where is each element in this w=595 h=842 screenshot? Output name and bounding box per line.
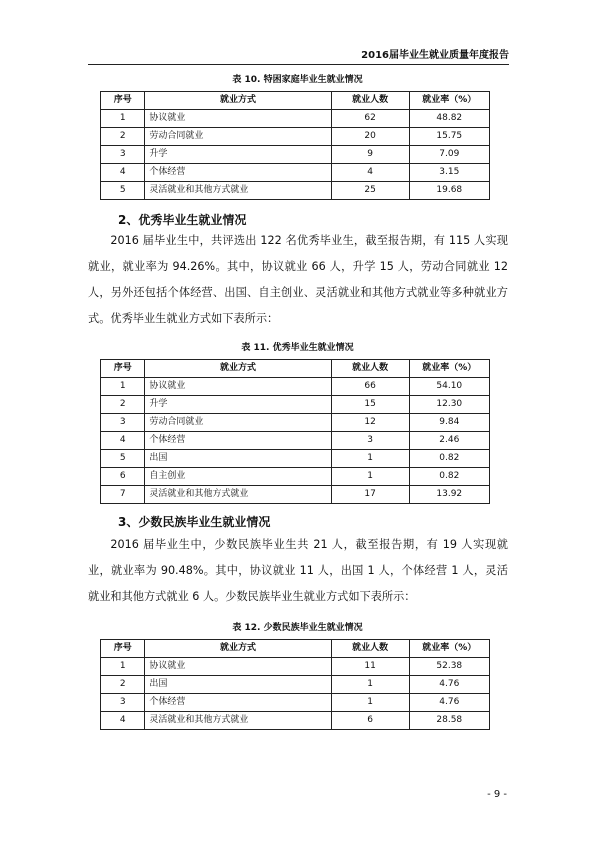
cell-rate: 13.92 <box>409 486 489 504</box>
cell-count: 1 <box>331 450 409 468</box>
table-row <box>101 432 490 450</box>
cell-rate: 12.30 <box>409 396 489 414</box>
cell-count: 25 <box>331 182 409 200</box>
cell-no: 7 <box>101 486 145 504</box>
table-caption: 表 11. 优秀毕业生就业情况 <box>241 343 354 353</box>
employment-table <box>100 639 490 730</box>
cell-no: 5 <box>101 450 145 468</box>
column-header: 就业方式 <box>145 92 331 110</box>
cell-count: 66 <box>331 378 409 396</box>
cell-no: 3 <box>101 146 145 164</box>
column-header: 就业人数 <box>331 360 409 378</box>
cell-count: 12 <box>331 414 409 432</box>
column-header: 就业率（%） <box>409 92 489 110</box>
cell-rate: 3.15 <box>409 164 489 182</box>
column-header: 序号 <box>101 640 145 658</box>
table-row <box>101 486 490 504</box>
cell-rate: 4.76 <box>409 694 489 712</box>
cell-count: 11 <box>331 658 409 676</box>
cell-count: 1 <box>331 676 409 694</box>
section-title: 3、少数民族毕业生就业情况 <box>118 515 271 529</box>
cell-method: 个体经营 <box>145 694 331 712</box>
cell-rate: 48.82 <box>409 110 489 128</box>
table-row <box>101 396 490 414</box>
page-header <box>88 46 509 65</box>
cell-method: 个体经营 <box>145 432 331 450</box>
cell-no: 5 <box>101 182 145 200</box>
section-paragraph: 2016 届毕业生中，共评选出 122 名优秀毕业生，截至报告期，有 115 人实现就业，就业率为 94.26%。其中，协议就业 66 人，升学 15 人，劳动合同就业 12 人，另外还包括个体经营、出国、自主创业、灵活就业和其他方式就业等多种就业方式。优秀毕业生就业方式如下表所示： <box>88 234 508 325</box>
cell-rate: 4.76 <box>409 676 489 694</box>
table-row <box>101 146 490 164</box>
table-row <box>101 164 490 182</box>
cell-method: 劳动合同就业 <box>145 128 331 146</box>
cell-no: 1 <box>101 658 145 676</box>
cell-no: 2 <box>101 676 145 694</box>
cell-no: 2 <box>101 128 145 146</box>
cell-method: 灵活就业和其他方式就业 <box>145 182 331 200</box>
cell-method: 升学 <box>145 146 331 164</box>
cell-method: 灵活就业和其他方式就业 <box>145 712 331 730</box>
cell-rate: 28.58 <box>409 712 489 730</box>
cell-no: 1 <box>101 110 145 128</box>
section-paragraph: 2016 届毕业生中，少数民族毕业生共 21 人，截至报告期，有 19 人实现就业，就业率为 90.48%。其中，协议就业 11 人，出国 1 人，个体经营 1 人，灵活就业和其他方式就业 6 人。少数民族毕业生就业方式如下表所示： <box>88 538 508 603</box>
cell-no: 4 <box>101 432 145 450</box>
cell-no: 6 <box>101 468 145 486</box>
cell-no: 4 <box>101 164 145 182</box>
cell-count: 1 <box>331 694 409 712</box>
cell-rate: 0.82 <box>409 468 489 486</box>
employment-table <box>100 359 490 504</box>
page-number: - 9 - <box>487 789 507 800</box>
cell-count: 4 <box>331 164 409 182</box>
table-row <box>101 676 490 694</box>
cell-count: 6 <box>331 712 409 730</box>
column-header: 就业率（%） <box>409 360 489 378</box>
section-title: 2、优秀毕业生就业情况 <box>118 213 247 227</box>
cell-method: 灵活就业和其他方式就业 <box>145 486 331 504</box>
cell-no: 3 <box>101 694 145 712</box>
cell-method: 出国 <box>145 676 331 694</box>
cell-no: 3 <box>101 414 145 432</box>
cell-method: 出国 <box>145 450 331 468</box>
table-row <box>101 712 490 730</box>
column-header: 就业人数 <box>331 640 409 658</box>
table-header-row <box>101 360 490 378</box>
column-header: 就业人数 <box>331 92 409 110</box>
table-row <box>101 468 490 486</box>
table-row <box>101 110 490 128</box>
table-header-row <box>101 92 490 110</box>
cell-count: 62 <box>331 110 409 128</box>
column-header: 序号 <box>101 92 145 110</box>
cell-method: 升学 <box>145 396 331 414</box>
table-row <box>101 658 490 676</box>
cell-no: 4 <box>101 712 145 730</box>
cell-no: 2 <box>101 396 145 414</box>
cell-count: 17 <box>331 486 409 504</box>
table-caption: 表 12. 少数民族毕业生就业情况 <box>232 623 363 633</box>
cell-method: 协议就业 <box>145 110 331 128</box>
cell-count: 15 <box>331 396 409 414</box>
cell-rate: 19.68 <box>409 182 489 200</box>
cell-rate: 9.84 <box>409 414 489 432</box>
cell-rate: 0.82 <box>409 450 489 468</box>
column-header: 序号 <box>101 360 145 378</box>
cell-method: 协议就业 <box>145 378 331 396</box>
table-header-row <box>101 640 490 658</box>
cell-method: 劳动合同就业 <box>145 414 331 432</box>
table-row <box>101 450 490 468</box>
column-header: 就业方式 <box>145 360 331 378</box>
cell-rate: 2.46 <box>409 432 489 450</box>
table-row <box>101 182 490 200</box>
table-caption: 表 10. 特困家庭毕业生就业情况 <box>232 75 363 85</box>
cell-method: 协议就业 <box>145 658 331 676</box>
cell-count: 3 <box>331 432 409 450</box>
cell-rate: 15.75 <box>409 128 489 146</box>
cell-rate: 52.38 <box>409 658 489 676</box>
cell-no: 1 <box>101 378 145 396</box>
cell-method: 个体经营 <box>145 164 331 182</box>
table-row <box>101 128 490 146</box>
column-header: 就业率（%） <box>409 640 489 658</box>
table-row <box>101 694 490 712</box>
cell-rate: 54.10 <box>409 378 489 396</box>
cell-count: 1 <box>331 468 409 486</box>
cell-count: 9 <box>331 146 409 164</box>
report-title: 2016届毕业生就业质量年度报告 <box>361 50 509 61</box>
cell-count: 20 <box>331 128 409 146</box>
employment-table <box>100 91 490 200</box>
cell-method: 自主创业 <box>145 468 331 486</box>
column-header: 就业方式 <box>145 640 331 658</box>
cell-rate: 7.09 <box>409 146 489 164</box>
table-row <box>101 414 490 432</box>
table-row <box>101 378 490 396</box>
